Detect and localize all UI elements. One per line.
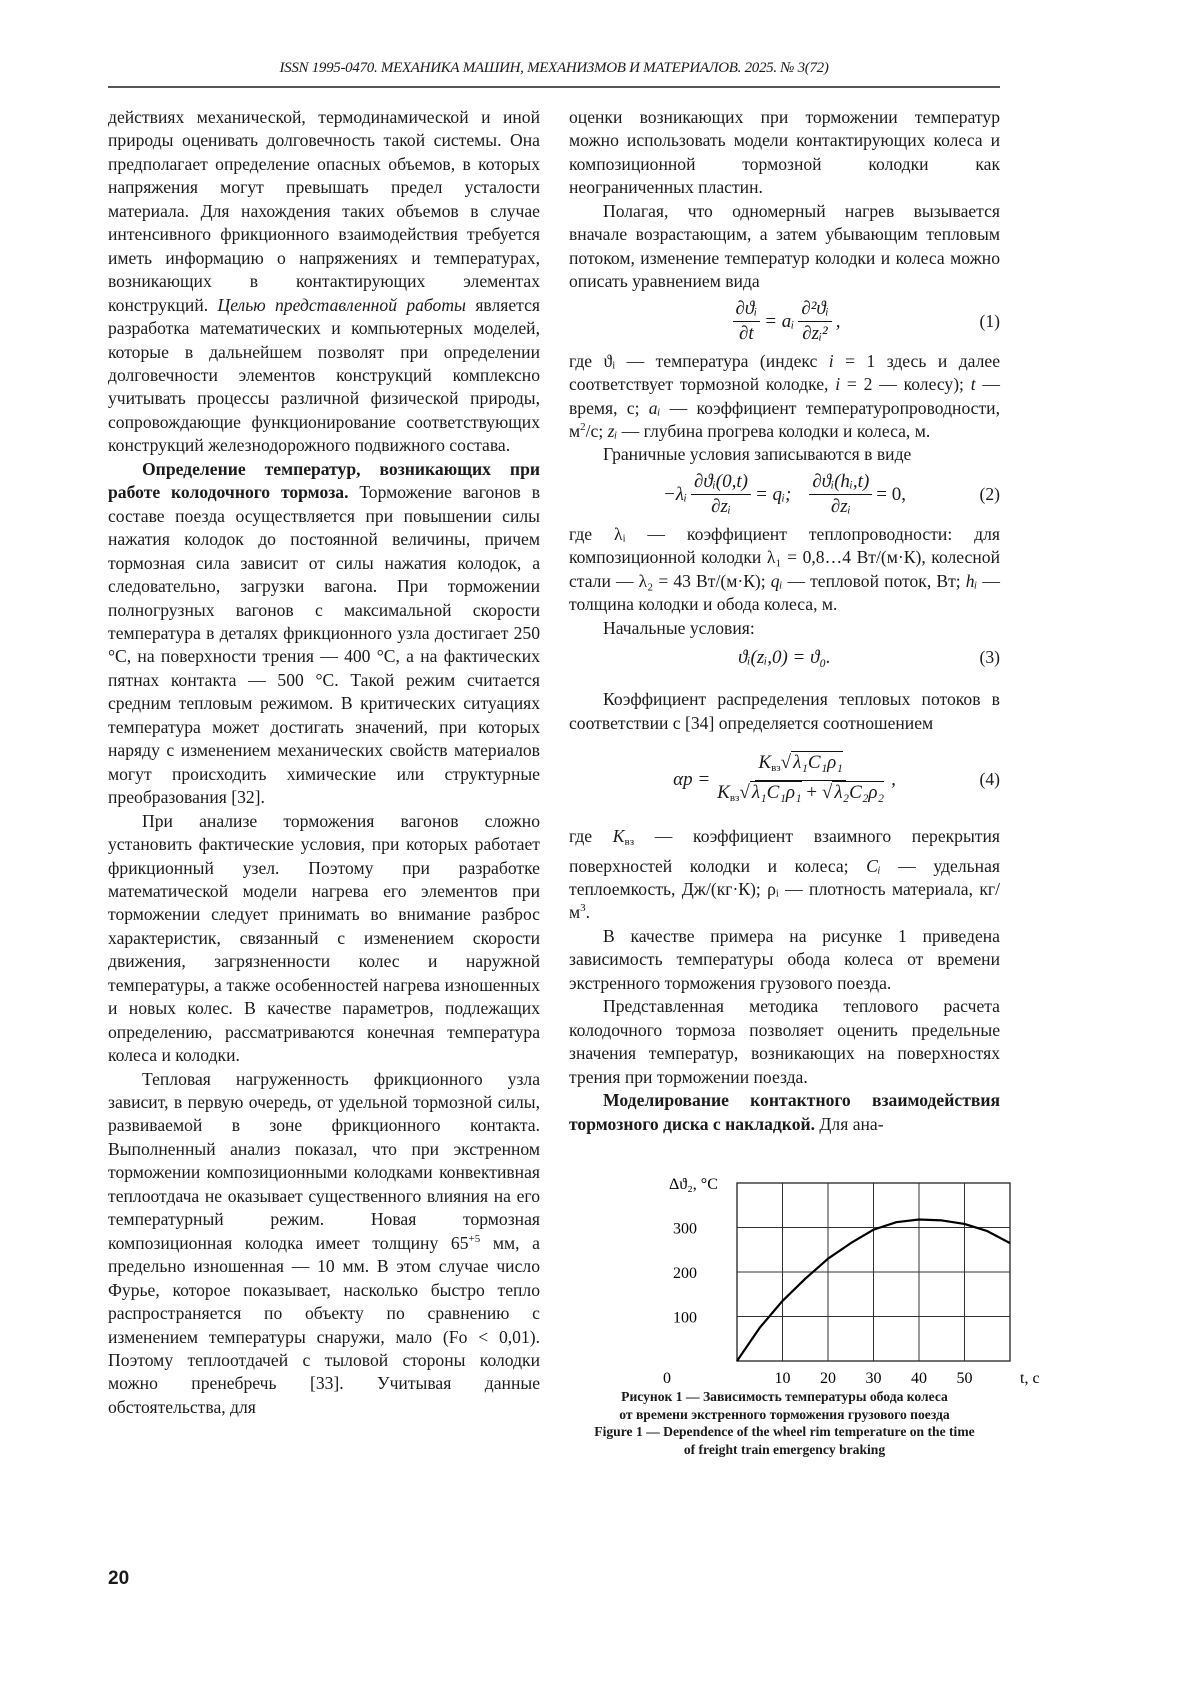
eq-term: λ₂C₂ρ₂ <box>832 781 884 803</box>
eq-term: ∂t <box>736 322 757 346</box>
paragraph <box>569 617 1000 640</box>
text-segment: где ϑᵢ — температура (индекс <box>569 351 829 371</box>
text-segment: hᵢ <box>966 571 978 591</box>
paragraph <box>569 523 1000 617</box>
text-segment: В качестве примера на рисунке 1 приведена зависимость температуры обода колеса от времени экстренного торможения грузового поезда. <box>569 926 1000 993</box>
text-segment: где <box>569 826 613 846</box>
x-axis-label: t, с <box>1020 1370 1040 1387</box>
figure-caption <box>569 1388 1000 1458</box>
caption-ru-line: Рисунок 1 — Зависимость температуры обода колеса <box>569 1388 1000 1406</box>
equation-4: αр = Kвз√ λ₁C₁ρ₁ Kвз√ λ₁C₁ρ₁ + √ λ₂C₂ρ₂ , (4) <box>569 735 1000 825</box>
text-segment: 3 <box>580 903 586 915</box>
paragraph <box>569 688 1000 735</box>
text-segment: вз <box>625 836 635 848</box>
text-segment: = 1 здесь и далее соответствует тормозной колодке, <box>569 351 1000 394</box>
text-segment: Для ана- <box>815 1114 884 1134</box>
y-tick-label: 100 <box>673 1310 697 1327</box>
eq-term: λ₁C₁ρ₁ <box>750 781 802 803</box>
text-segment: Начальные условия: <box>603 618 755 638</box>
running-header: ISSN 1995-0470. МЕХАНИКА МАШИН, МЕХАНИЗМОВ И МАТЕРИАЛОВ. 2025. № 3(72) <box>108 60 1000 77</box>
y-tick-label: 300 <box>673 1221 697 1238</box>
x-tick-label: 20 <box>820 1370 836 1387</box>
eq-term: = aᵢ <box>764 310 794 333</box>
eq-term: , <box>891 768 896 791</box>
eq-term: K <box>758 752 771 773</box>
text-segment: Граничные условия записываются в виде <box>603 444 911 464</box>
text-segment: Целью представленной работы <box>217 295 465 315</box>
text-segment: = 2 — колесу); <box>840 374 971 394</box>
x-tick-label: 30 <box>866 1370 882 1387</box>
text-segment: — толщина колодки и обода колеса, м. <box>569 571 1000 614</box>
paragraph <box>569 443 1000 466</box>
text-segment: K <box>613 826 625 846</box>
eq-term: −λᵢ <box>663 483 687 506</box>
x-tick-label: 10 <box>775 1370 791 1387</box>
eq-term: λ₁C₁ρ₁ <box>791 751 843 773</box>
text-segment: +5 <box>469 1233 481 1245</box>
eq-term: вз <box>730 792 740 804</box>
text-segment: мм, а предельно изношенная — 10 мм. В этом случае число Фурье, которое показывает, насколько быстро тепло распространяется по объекту по сравнению с изменением температуры снаружи, мало (Fo < 0,01). Поэтому теплоотдачей с тыловой стороны колодки можно пренебречь [33]. Учитывая данные обстоятельства, для <box>108 1233 540 1417</box>
eq-term: ∂ϑᵢ <box>733 297 761 322</box>
equation-number: (1) <box>979 310 1000 333</box>
text-segment: zᵢ <box>608 421 618 441</box>
paragraph <box>108 810 540 1068</box>
x-tick-label: 40 <box>911 1370 927 1387</box>
paragraph <box>569 925 1000 995</box>
text-segment: Торможение вагонов в составе поезда осуществляется при повышении силы нажатия колодок до постоянной величины, причем тормозная сила зависит от силы нажатия колодок, а следовательно, загрузки вагона. При торможении полногрузных вагонов с максимальной скорости температура в деталях фрикционного узла достигает 250 °С, на поверхности трения — 400 °С, а на фактических пятнах контакта — 500 °С. Такой режим считается средним тепловым режимом. В критических ситуациях температура может достигать значений, при которых наряду с изменением механических свойств материалов могут происходить химические или структурные преобразования [32]. <box>108 482 540 807</box>
x-tick-label: 50 <box>957 1370 973 1387</box>
text-segment: где λᵢ — коэффициент теплопроводности: для композиционной колодки λ₁ = 0,8…4 Вт/(м·К), колесной стали — λ₂ = 43 Вт/(м·К); <box>569 524 1000 591</box>
text-segment: t <box>971 374 976 394</box>
text-segment: — глубина прогрева колодки и колеса, м. <box>617 421 930 441</box>
eq-term: ∂ϑᵢ(0,t) <box>691 470 751 495</box>
eq-term: , <box>836 310 841 333</box>
paragraph <box>569 106 1000 200</box>
paragraph <box>569 350 1000 444</box>
eq-term: K <box>717 782 730 803</box>
paragraph <box>569 1089 1000 1136</box>
x-tick-label: 0 <box>663 1370 671 1387</box>
y-tick-label: 200 <box>673 1265 697 1282</box>
text-segment: При анализе торможения вагонов сложно установить фактические условия, при которых работает фрикционный узел. Поэтому при разработке математической модели нагрева его элементов при торможении следует принимать во внимание разброс характеристик, связанный с изменением скорости движения, загрязненности колес и наружной температуры, а также особенностей нагрева изношенных и новых колес. В качестве параметров, подлежащих определению, рассматриваются конечная температура колеса и колодки. <box>108 811 540 1066</box>
eq-term: ∂²ϑᵢ <box>798 297 831 322</box>
page-number: 20 <box>108 1568 129 1590</box>
header-rule <box>108 86 1000 88</box>
eq-term: + <box>806 782 817 803</box>
paragraph <box>108 106 540 458</box>
text-segment: — коэффициент взаимного перекрытия поверхностей колодки и колеса; <box>569 826 1000 875</box>
text-segment: /с; <box>586 421 608 441</box>
eq-term: ∂zᵢ <box>708 495 734 519</box>
text-segment: Тепловая нагруженность фрикционного узла зависит, в первую очередь, от удельной тормозной силы, развиваемой в зоне фрикционного контакта. Выполненный анализ показал, что при экстренном торможении композиционными колодками конвективная теплоотдача не оказывает существенного влияния на его температурный режим. Новая тормозная композиционная колодка имеет толщину 65 <box>108 1069 540 1253</box>
equation-number: (2) <box>979 483 1000 506</box>
text-segment: Полагая, что одномерный нагрев вызывается вначале возрастающим, а затем убывающим тепловым потоком, изменение температур колодки и колеса можно описать уравнением вида <box>569 201 1000 291</box>
eq-term: αр = <box>673 768 710 791</box>
text-segment: . <box>586 902 590 922</box>
text-segment: действиях механической, термодинамической и иной природы оценивать долговечность такой системы. Она предполагает определение опасных объемов, в которых напряжения могут превышать предел усталости материала. Для нахождения таких объемов в случае интенсивного фрикционного взаимодействия требуется иметь информацию о напряжениях и температурах, возникающих в контактирующих элементах конструкций. <box>108 107 540 315</box>
eq-term: = 0, <box>876 483 906 506</box>
eq-term: ϑᵢ(zᵢ,0) = ϑ₀. <box>738 646 831 669</box>
text-segment: Моделирование контактного взаимодействия тормозного диска с накладкой. <box>569 1090 1000 1133</box>
y-axis-label: Δϑ₂, °С <box>669 1176 718 1193</box>
equation-2 <box>569 467 1000 523</box>
text-segment: оценки возникающих при торможении температур можно использовать модели контактирующих колеса и композиционной тормозной колодки как неограниченных пластин. <box>569 107 1000 197</box>
text-segment: — удельная теплоемкость, Дж/(кг·К); ρᵢ — плотность материала, кг/м <box>569 856 1000 923</box>
equation-number: (3) <box>979 646 1000 669</box>
equation-number: (4) <box>979 768 1000 791</box>
text-segment: — тепловой поток, Вт; <box>782 571 965 591</box>
text-segment: Cᵢ <box>866 856 881 876</box>
eq-term: = qᵢ; <box>755 483 791 506</box>
equation-1 <box>569 294 1000 350</box>
text-segment: — время, с; <box>569 374 1000 417</box>
eq-term: вз <box>771 762 781 774</box>
text-segment: i <box>835 374 840 394</box>
text-segment: — коэффициент температуропроводности, м <box>569 398 1000 441</box>
text-segment: qᵢ <box>771 571 783 591</box>
eq-term: ∂ϑᵢ(hᵢ,t) <box>809 470 872 495</box>
paragraph <box>569 200 1000 294</box>
text-segment: является разработка математических и компьютерных моделей, которые в дальнейшем позволят при определении долговечности элементов конструкций комплексно учитывать процессы различной физической природы, сопровождающие функционирование соответствующих конструкций железнодорожного подвижного состава. <box>108 295 540 456</box>
caption-en-line: Figure 1 — Dependence of the wheel rim temperature on the time <box>569 1423 1000 1441</box>
paragraph <box>569 995 1000 1089</box>
right-column <box>569 106 1000 1136</box>
equation-3 <box>569 640 1000 676</box>
paragraph <box>108 1068 540 1420</box>
caption-en-line: of freight train emergency braking <box>569 1441 1000 1459</box>
text-segment: i <box>829 351 834 371</box>
caption-ru-line: от времени экстренного торможения грузового поезда <box>569 1406 1000 1424</box>
text-segment: aᵢ <box>649 398 661 418</box>
eq-term: ∂zᵢ <box>828 495 854 519</box>
text-segment: 2 <box>580 421 586 433</box>
text-segment: Коэффициент распределения тепловых потоков в соответствии с [34] определяется соотношением <box>569 689 1000 732</box>
paragraph <box>108 458 540 810</box>
left-column <box>108 106 540 1419</box>
eq-term: ∂zᵢ² <box>799 322 831 346</box>
paragraph <box>569 825 1000 925</box>
text-segment: Определение температур, возникающих при работе колодочного тормоза. <box>108 459 540 502</box>
figure-1-chart <box>600 1170 1020 1385</box>
text-segment: Представленная методика теплового расчета колодочного тормоза позволяет оценить предельные значения температур, возникающих на поверхностях трения при торможении поезда. <box>569 996 1000 1086</box>
